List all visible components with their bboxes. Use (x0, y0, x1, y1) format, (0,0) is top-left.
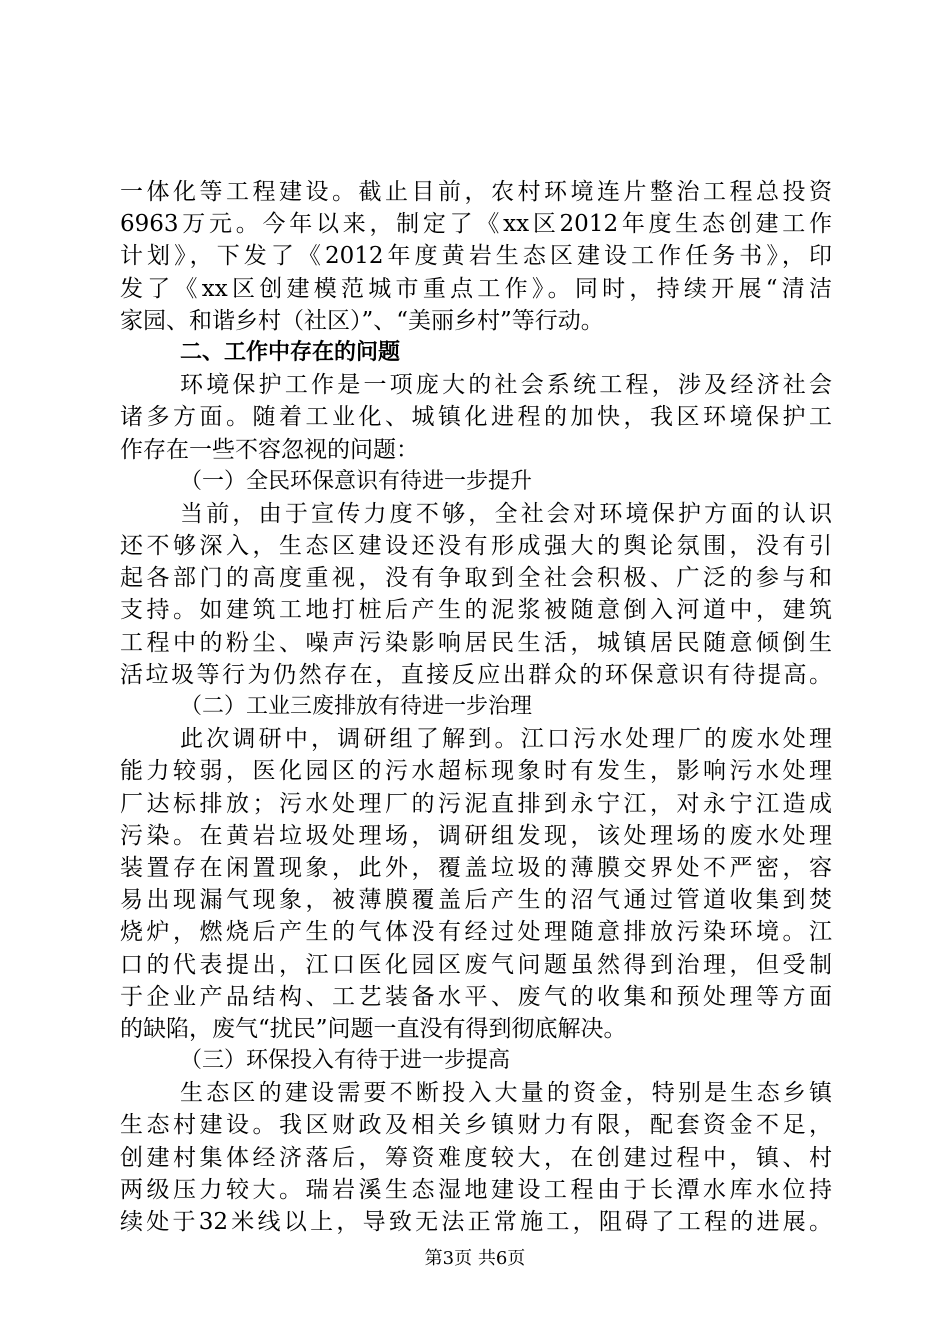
paragraph-end-line: 的缺陷，废气“扰民”问题一直没有得到彻底解决。 (120, 1015, 627, 1042)
body-text-line: 发了《xx区创建模范城市重点工作》。同时，持续开展“清洁 (120, 275, 832, 302)
body-text-line: 装置存在闲置现象，此外，覆盖垃圾的薄膜交界处不严密，容 (120, 854, 832, 881)
body-text-line: 工程中的粉尘、噪声污染影响居民生活，城镇居民随意倾倒生 (120, 629, 832, 656)
subsection-heading: （一）全民环保意识有待进一步提升 (180, 468, 533, 494)
body-text-line: 口的代表提出，江口医化园区废气问题虽然得到治理，但受制 (120, 951, 832, 978)
paragraph-start-line: 生态区的建设需要不断投入大量的资金，特别是生态乡镇 (180, 1080, 832, 1107)
body-text-line: 还不够深入，生态区建设还没有形成强大的舆论氛围，没有引 (120, 533, 832, 560)
body-text-line: 创建村集体经济落后，筹资难度较大，在创建过程中，镇、村 (120, 1144, 832, 1171)
body-text-line: 能力较弱，医化园区的污水超标现象时有发生，影响污水处理 (120, 758, 832, 785)
subsection-heading: （三）环保投入有待于进一步提高 (180, 1048, 511, 1074)
body-text-line: 支持。如建筑工地打桩后产生的泥浆被随意倒入河道中，建筑 (120, 597, 832, 624)
body-text-line: 诸多方面。随着工业化、城镇化进程的加快，我区环境保护工 (120, 404, 832, 431)
paragraph-start-line: 当前，由于宣传力度不够，全社会对环境保护方面的认识 (180, 500, 832, 527)
paragraph-start-line: 此次调研中，调研组了解到。江口污水处理厂的废水处理 (180, 726, 832, 753)
body-text-line: 污染。在黄岩垃圾处理场，调研组发现，该处理场的废水处理 (120, 822, 832, 849)
paragraph-end-line: 作存在一些不容忽视的问题： (120, 436, 419, 463)
body-text-line: 起各部门的高度重视，没有争取到全社会积极、广泛的参与和 (120, 565, 832, 592)
body-text-line: 于企业产品结构、工艺装备水平、废气的收集和预处理等方面 (120, 983, 832, 1010)
body-text-line: 易出现漏气现象，被薄膜覆盖后产生的沼气通过管道收集到焚 (120, 887, 832, 914)
body-text-line: 计划》，下发了《2012年度黄岩生态区建设工作任务书》，印 (120, 243, 832, 270)
body-text-line: 6963万元。今年以来，制定了《xx区2012年度生态创建工作 (120, 211, 832, 238)
body-text-line: 厂达标排放；污水处理厂的污泥直排到永宁江，对永宁江造成 (120, 790, 832, 817)
body-text-line: 续处于32米线以上，导致无法正常施工，阻碍了工程的进展。 (120, 1209, 832, 1235)
body-text-line: 烧炉，燃烧后产生的气体没有经过处理随意排放污染环境。江 (120, 919, 832, 946)
body-text-line: 活垃圾等行为仍然存在，直接反应出群众的环保意识有待提高。 (120, 661, 832, 688)
subsection-heading: （二）工业三废排放有待进一步治理 (180, 694, 533, 719)
section-heading: 二、工作中存在的问题 (180, 339, 401, 365)
paragraph-end-line: 家园、和谐乡村（社区）”、“美丽乡村”等行动。 (120, 307, 604, 334)
page-footer: 第3页 共6页 (424, 1248, 526, 1269)
paragraph-start-line: 环境保护工作是一项庞大的社会系统工程，涉及经济社会 (180, 372, 832, 399)
body-text-line: 两级压力较大。瑞岩溪生态湿地建设工程由于长潭水库水位持 (120, 1176, 832, 1203)
body-text-line: 一体化等工程建设。截止目前，农村环境连片整治工程总投资 (120, 179, 832, 205)
body-text-line: 生态村建设。我区财政及相关乡镇财力有限，配套资金不足， (120, 1112, 832, 1139)
document-body (120, 176, 832, 1238)
